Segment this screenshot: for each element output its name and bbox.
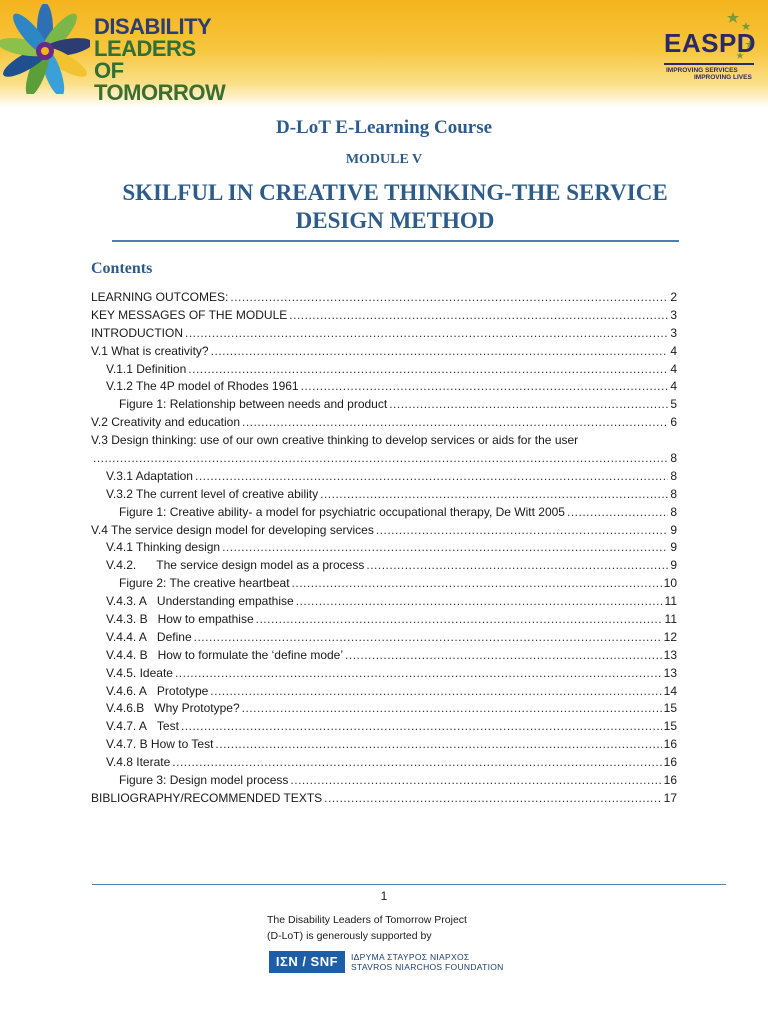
toc-entry[interactable]	[91, 379, 677, 397]
toc-dot-leader	[324, 791, 661, 805]
toc-entry[interactable]	[91, 290, 677, 308]
toc-entry-label: V.1.1 Definition	[106, 361, 187, 376]
toc-entry-page: 13	[663, 647, 677, 662]
dlot-wordmark	[94, 16, 225, 104]
snf-english-name: STAVROS NIARCHOS FOUNDATION	[351, 962, 504, 972]
toc-entry-page: 11	[664, 612, 677, 627]
toc-entry-label: V.3.1 Adaptation	[106, 468, 193, 483]
toc-entry-page: 11	[664, 594, 677, 609]
toc-dot-leader	[292, 576, 662, 590]
toc-entry-label: V.4.4. A Define	[106, 629, 192, 644]
toc-entry-page: 8	[670, 451, 677, 466]
easpd-name: EASPD	[664, 28, 757, 58]
toc-entry-label: V.4.3. B How to empathise	[106, 612, 254, 627]
toc-entry-page: 8	[670, 504, 677, 519]
toc-dot-leader	[289, 308, 668, 322]
toc-entry[interactable]	[91, 576, 677, 594]
toc-entry-page: 12	[663, 629, 677, 644]
toc-entry-label: V.4 The service design model for developing services	[91, 522, 374, 537]
dlot-wordmark-line: DISABILITY	[94, 14, 212, 39]
toc-entry[interactable]	[91, 415, 677, 433]
toc-dot-leader	[194, 630, 662, 644]
dlot-wordmark-line: LEADERS OF	[94, 36, 196, 83]
toc-entry[interactable]	[91, 737, 677, 755]
toc-entry-label: V.4.8 Iterate	[106, 755, 171, 770]
toc-dot-leader	[185, 326, 668, 340]
toc-entry[interactable]	[91, 308, 677, 326]
toc-dot-leader	[320, 487, 668, 501]
toc-entry-label: KEY MESSAGES OF THE MODULE	[91, 307, 288, 322]
toc-entry-page: 2	[670, 290, 677, 304]
toc-dot-leader	[290, 773, 661, 787]
toc-dot-leader	[93, 451, 668, 465]
toc-entry[interactable]	[91, 362, 677, 380]
toc-entry-label: V.4.1 Thinking design	[106, 540, 221, 555]
toc-entry[interactable]	[91, 791, 677, 809]
toc-entry-page: 13	[663, 665, 677, 680]
toc-entry-page: 5	[670, 397, 677, 412]
toc-entry-label: V.1.2 The 4P model of Rhodes 1961	[106, 379, 299, 394]
toc-entry[interactable]	[91, 558, 677, 576]
easpd-logo	[660, 10, 760, 90]
toc-entry[interactable]	[91, 612, 677, 630]
toc-entry[interactable]	[91, 326, 677, 344]
toc-entry-label: V.4.4. B How to formulate the ‘define mode’	[106, 647, 344, 662]
header-band	[0, 0, 768, 108]
toc-entry-label: V.4.7. B How to Test	[106, 737, 214, 752]
toc-entry-label: V.4.5. Ideate	[106, 665, 173, 680]
toc-entry-page: 9	[670, 522, 677, 537]
title-divider	[112, 240, 679, 242]
toc-dot-leader	[366, 558, 668, 572]
toc-dot-leader	[211, 344, 669, 358]
toc-entry-page: 8	[670, 486, 677, 501]
easpd-divider	[664, 63, 754, 65]
toc-entry[interactable]	[91, 648, 677, 666]
toc-dot-leader	[210, 684, 661, 698]
toc-entry[interactable]	[91, 433, 677, 451]
toc-entry[interactable]	[91, 451, 677, 469]
toc-dot-leader	[215, 737, 661, 751]
toc-dot-leader	[195, 469, 668, 483]
toc-entry-page: 6	[670, 415, 677, 430]
flower-logo-icon	[0, 4, 90, 94]
toc-dot-leader	[345, 648, 662, 662]
toc-entry-page: 4	[670, 361, 677, 376]
toc-entry-label: V.1 What is creativity?	[91, 343, 209, 358]
toc-entry-page: 4	[670, 379, 677, 394]
toc-entry-page: 3	[670, 307, 677, 322]
snf-greek-name: ΙΔΡΥΜΑ ΣΤΑΥΡΟΣ ΝΙΑΡΧΟΣ	[351, 952, 470, 962]
toc-entry-page: 16	[663, 737, 677, 752]
toc-entry[interactable]	[91, 755, 677, 773]
toc-dot-leader	[256, 612, 663, 626]
toc-entry[interactable]	[91, 540, 677, 558]
support-statement	[267, 912, 467, 944]
support-line: (D-LoT) is generously supported by	[267, 930, 432, 942]
toc-entry[interactable]	[91, 701, 677, 719]
toc-dot-leader	[242, 415, 668, 429]
toc-entry-label: Figure 1: Creative ability- a model for psychiatric occupational therapy, De Witt 2005	[119, 504, 565, 519]
toc-entry[interactable]	[91, 630, 677, 648]
toc-entry-label: V.4.6. A Prototype	[106, 683, 209, 698]
toc-entry[interactable]	[91, 344, 677, 362]
toc-entry-label: V.4.7. A Test	[106, 719, 179, 734]
toc-dot-leader	[188, 362, 668, 376]
snf-mark: ΙΣΝ / SNF	[269, 951, 345, 973]
dlot-wordmark-line: TOMORROW	[94, 80, 226, 105]
table-of-contents	[91, 290, 677, 809]
toc-entry-label: Figure 1: Relationship between needs and product	[119, 397, 388, 412]
toc-entry[interactable]	[91, 487, 677, 505]
toc-dot-leader	[376, 523, 668, 537]
toc-entry[interactable]	[91, 684, 677, 702]
toc-entry-page: 16	[663, 773, 677, 788]
toc-entry-label: V.3 Design thinking: use of our own creative thinking to develop services or aids for the user	[91, 433, 579, 448]
toc-dot-leader	[181, 719, 662, 733]
toc-entry-label: V.3.2 The current level of creative ability	[106, 486, 319, 501]
toc-entry-page: 15	[663, 701, 677, 716]
contents-heading: Contents	[91, 260, 153, 277]
toc-dot-leader	[172, 755, 661, 769]
toc-entry-page: 14	[663, 683, 677, 698]
toc-entry-label: V.4.2. The service design model as a process	[106, 558, 365, 573]
toc-dot-leader	[230, 290, 668, 304]
module-label: MODULE V	[345, 152, 423, 167]
toc-entry[interactable]	[91, 523, 677, 541]
easpd-tagline: IMPROVING LIVES	[694, 74, 752, 81]
toc-dot-leader	[175, 666, 662, 680]
toc-entry-label: Figure 3: Design model process	[119, 773, 289, 788]
toc-dot-leader	[242, 701, 662, 715]
toc-entry-page: 3	[670, 325, 677, 340]
toc-entry-page: 8	[670, 468, 677, 483]
toc-entry-label: V.2 Creativity and education	[91, 415, 240, 430]
toc-entry[interactable]	[91, 719, 677, 737]
toc-entry-page: 15	[663, 719, 677, 734]
toc-entry-page: 17	[663, 790, 677, 805]
toc-entry-page: 16	[663, 755, 677, 770]
toc-entry[interactable]	[91, 397, 677, 415]
dlot-logo	[0, 4, 226, 105]
toc-entry[interactable]	[91, 594, 677, 612]
toc-dot-leader	[296, 594, 663, 608]
toc-entry-label: Figure 2: The creative heartbeat	[119, 576, 290, 591]
easpd-tagline: IMPROVING SERVICES	[666, 67, 738, 74]
page-number: 1	[380, 889, 388, 903]
toc-entry-label: V.4.3. A Understanding empathise	[106, 594, 294, 609]
toc-entry-label: INTRODUCTION	[91, 325, 183, 340]
toc-entry-page: 10	[663, 576, 677, 591]
toc-entry-label: V.4.6.B Why Prototype?	[106, 701, 240, 716]
toc-entry-label: BIBLIOGRAPHY/RECOMMENDED TEXTS	[91, 790, 323, 805]
document-title: SKILFUL IN CREATIVE THINKING-THE SERVICE DESIGN METHOD	[122, 180, 668, 233]
snf-logo	[269, 951, 504, 973]
toc-entry-label: LEARNING OUTCOMES:	[91, 290, 229, 304]
toc-entry-page: 9	[670, 540, 677, 555]
toc-dot-leader	[567, 505, 668, 519]
toc-entry[interactable]	[91, 505, 677, 523]
toc-entry[interactable]	[91, 773, 677, 791]
footer-divider	[92, 884, 726, 885]
support-line: The Disability Leaders of Tomorrow Project	[267, 914, 467, 926]
toc-dot-leader	[222, 540, 668, 554]
toc-entry-page: 4	[670, 343, 677, 358]
toc-dot-leader	[389, 397, 668, 411]
toc-entry-page: 9	[670, 558, 677, 573]
course-title: D-LoT E-Learning Course	[275, 117, 493, 138]
toc-entry[interactable]	[91, 666, 677, 684]
toc-dot-leader	[301, 379, 669, 393]
toc-entry[interactable]	[91, 469, 677, 487]
